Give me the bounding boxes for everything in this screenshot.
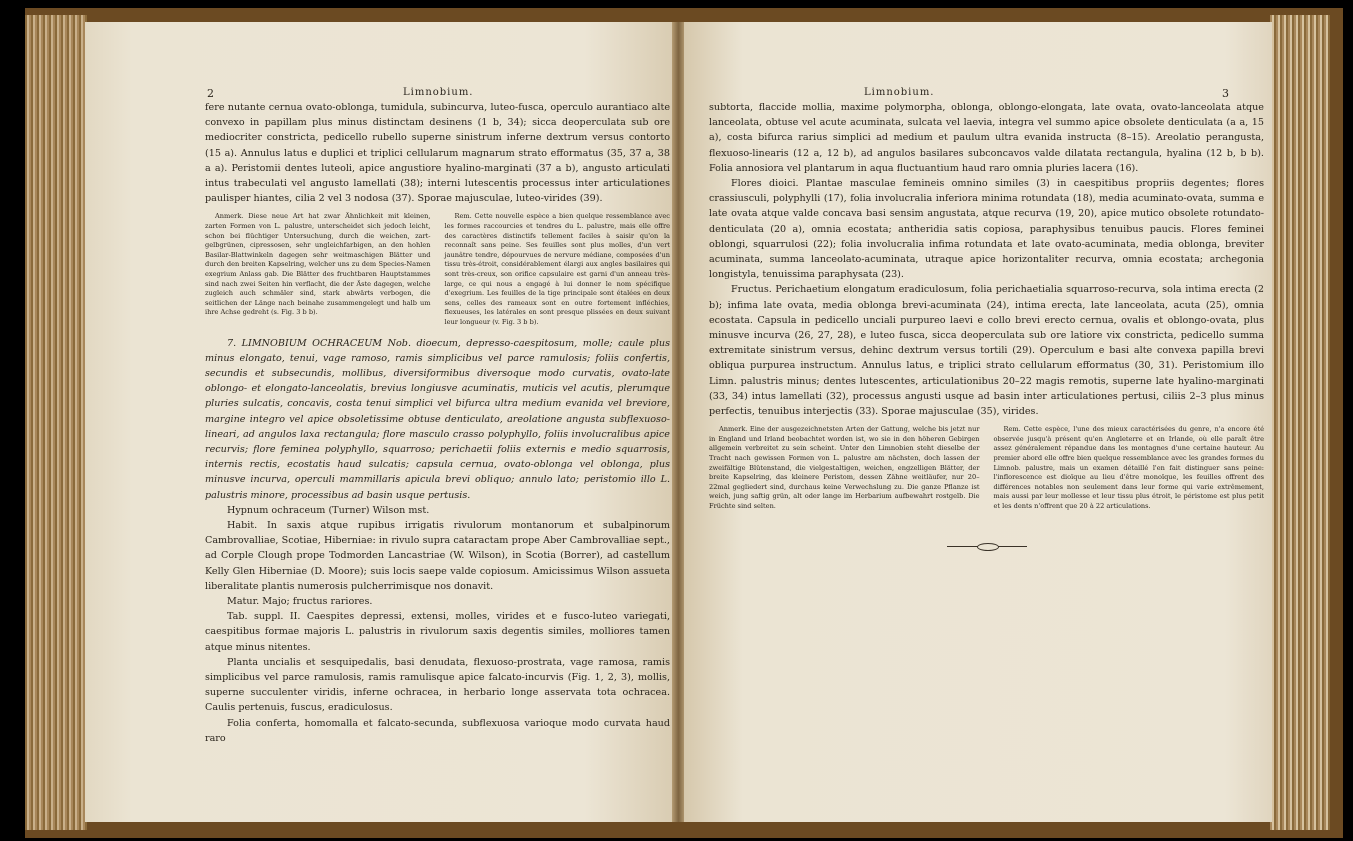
- running-head: Limnobium.: [864, 87, 935, 98]
- left-page: [85, 22, 673, 822]
- notes-columns: [709, 425, 1264, 511]
- right-content: [709, 100, 1264, 552]
- left-body: [205, 100, 670, 206]
- note-german: Anmerk. Eine der ausgezeichnetsten Arten der Gattung, welche bis jetzt nur in England und Irland beobachtet worden ist, wo sie in den höheren Gebirgen allgemein verbreitet zu sein scheint. Unter den Limnobien steht dieselbe der Tracht nach gewissen Formen von L. palustre am nächsten, doch lassen der zweifältige Blütenstand, die vielgestaltigen, weichen, engzelligen Blätter, der breite Kapselring, das kleinere Peristom, dessen Zähne weitläufer, nur 20–22mal gegliedert sind, durchaus keine Verwechslung zu. Die ganze Pflanze ist weich, jung saftig grün, alt oder lange im Herbarium aufbewahrt rostgelb. Die Früchte sind selten.: [709, 425, 980, 511]
- left-content: [205, 100, 670, 746]
- note-french: Rem. Cette espèce, l'une des mieux caractérisées du genre, n'a encore été observée jusqu'à présent qu'en Angleterre et en Irlande, où elle paraît être assez généralement répandue dans les montagnes d'une certaine hauteur. Au premier abord elle offre bien quelque ressemblance avec les grandes formes du Limnob. palustre, mais un examen détaillé l'en fait distinguer sans peine: l'inflorescence est dioïque au lieu d'être monoïque, les feuilles offrent des différences notables non seulement dans leur forme qui varie extrêmement, mais aussi par leur mollesse et leur tissu plus étroit, le péristome est plus petit et les dents n'offrent que 20 à 22 articulations.: [993, 425, 1264, 511]
- running-head: Limnobium.: [403, 87, 474, 98]
- plant-description: Planta uncialis et sesquipedalis, basi denudata, flexuoso-prostrata, vage ramosa, ramis simplicibus vel parce ramulosis, ramis ramulisque apice falcato-incurvis (Fig. 1, 2, 3), mollis, superne succulenter viridis, inferne ochracea, in herbario longe asservata tota ochracea. Caulis pertenuis, fuscus, eradiculosus.: [205, 656, 670, 714]
- fruit-description: Fructus. Perichaetium elongatum eradiculosum, folia perichaetialia squarroso-recurva, sola intima erecta (2 b); infima late ovata, media oblonga brevi-acuminata (24), intima erecta, late lanceolata, acuta (25), omnia ecostata. Capsula in pedicello unciali purpureo laevi e collo brevi erecto cernua, ovalis et oblongo-ovata, plus minusve incurva (26, 27, 28), e luteo fusca, sicca deoperculata sub ore latiore vix constricta, pedicello summa extremitate sinistrum versus, dehinc dextrum versus tortili (29). Operculum e basi alte convexa papilla brevi obliqua purpurea instructum. Annulus latus, e triplici strato cellularum efformatus (30, 31). Peristomium illo Limn. palustris minus; dentes lutescentes, articulationibus 20–22 magis remotis, superne late hyalino-marginati (33, 34) intus lamellati (32), processus angusti usque ad basin inter articulationes pertusi, ciliis 2–3 plus minus perfectis, tenuibus interjectis (33). Sporae majusculae (35), virides.: [709, 284, 1264, 418]
- species-section: [205, 336, 670, 746]
- habitat: Habit. In saxis atque rupibus irrigatis rivulorum montanorum et subalpinorum Cambrovalliae, Scotiae, Hiberniae: in rivulo supra cataractam prope Aber Cambrovalliae sept., ad Corple Clough prope Todmorden Lancastriae (W. Wilson), in Scotia (Borrer), ad castellum Kelly Glen Hiberniae (D. Moore); suis locis saepe valde copiosum. Amicissimus Wilson assueta liberalitate plantis numerosis pulcherrimisque nos donavit.: [205, 519, 670, 592]
- page-edges-left: [25, 15, 87, 830]
- decorative-rule: [947, 542, 1027, 552]
- leaf-description: Folia conferta, homomalla et falcato-secunda, subflexuosa varioque modo curvata haud raro: [205, 717, 670, 744]
- maturity: Matur. Majo; fructus rariores.: [227, 596, 373, 607]
- paragraph: fere nutante cernua ovato-oblonga, tumidula, subincurva, luteo-fusca, operculo aurantiaco alte convexo in papillam plus minus distinctam desinens (1 b, 34); sicca deoperculata sub ore mediocriter constricta, pedicello rubello superne sinistrum inferne dextrum versus contorto (15 a). Annulus latus e duplici et triplici cellularum magnarum strato efformatus (35, 37 a, 38 a a). Peristomii dentes luteoli, apice angustiore hyalino-marginati (37 a b), angusto articulati intus trabeculati vel angusto lamellati (38); interni lutescentis processus inter articulationes paulisper hiantes, cilia 2 vel 3 nodosa (37). Sporae majusculae, luteo-virides (39).: [205, 102, 670, 205]
- species-heading: 7. LIMNOBIUM OCHRACEUM Nob. dioecum, depresso-caespitosum, molle; caule plus minus elongato, tenui, vage ramoso, ramis simplicibus vel parce ramulosis; foliis confertis, secundis et subsecundis, mollibus, diversiformibus diversoque modo curvatis, ovato-late oblongo- et elongato-lanceolatis, brevius longiusve acuminatis, muticis vel acutis, plerumque pluries sulcatis, concavis, costa tenui simplici vel bifurca ultra medium evanida vel breviore, margine integro vel apice obsoletissime obtuse denticulato, areolatione angusta subflexuoso-lineari, ad angulos laxa rectangula; flore masculo crasso polyphyllo, foliis involucralibus apice recurvis; flore feminea polyphyllo, squarroso; perichaetii foliis externis e medio squarrosis, internis rectis, ecostatis haud sulcatis; capsula cernua, ovato-oblonga vel oblonga, plus minusve incurva, operculi mammillaris apicula brevi obliquo; annulo lato; peristomio illo L. palustris minore, processibus ad basin usque pertusis.: [205, 337, 670, 501]
- note-french: Rem. Cette nouvelle espèce a bien quelque ressemblance avec les formes raccourcies et tendres du L. palustre, mais elle offre des caractères distinctifs tellement faciles à saisir qu'on la reconnaît sans peine. Ses feuilles sont plus molles, d'un vert jaunâtre tendre, dépourvues de nervure médiane, composées d'un tissu très-étroit, considérablement élargi aux angles basilaires qui sont très-creux, son orifice capsulaire est garni d'un anneau très-large, ce qui nous a engagé à lui donner le nom spécifique d'exegrium. Les feuilles de la tige principale sont étalées en deux sens, celles des rameaux sont en outre fortement infléchies, flexueuses, les latérales en sont presque plissées en deux suivant leur longueur (v. Fig. 3 b b).: [444, 212, 670, 326]
- right-page: [684, 22, 1272, 822]
- notes-columns: [205, 212, 670, 327]
- synonym: Hypnum ochraceum (Turner) Wilson mst.: [227, 504, 430, 516]
- paragraph: subtorta, flaccide mollia, maxime polymorpha, oblonga, oblongo-elongata, late ovata, ovato-lanceolata atque lanceolata, obtuse vel acute acuminata, sulcata vel laevia, integra vel summo apice obsolete denticulata (a a, 15 a), costa bifurca rarius simplici ad medium et paulum ultra evanida instructa (8–15). Areolatio perangusta, flexuoso-linearis (12 a, 12 b), ad angulos basilares subconcavos valde dilatata rectangula, hyalina (12 b, b b). Folia annosiora vel plantarum in aqua fluctuantium haud raro omnia pluries lacera (16).: [709, 102, 1264, 174]
- flowers-description: Flores dioici. Plantae masculae femineis omnino similes (3) in caespitibus propriis degentes; flores crassiusculi, polyphylli (17), folia involucralia inferiora minima rotundata (18), media acuminato-ovata, summa e late ovata atque valde concava basi sensim angustata, atque recurva (19, 20), apice mutico obsolete rotundato-denticulata (20 a), omnia ecostata; antheridia satis copiosa, paraphysibus tenuibus paucis. Flores feminei oblongi, squarrulosi (22); folia involucralia infima rotundata et late ovato-acuminata, media oblonga, breviter acuminata, summa lanceolato-acuminata, utraque apice horizontaliter recurva, omnia ecostata; archegonia longistyla, tenuissima paraphysata (23).: [709, 178, 1264, 281]
- right-body: [709, 100, 1264, 419]
- note-german: Anmerk. Diese neue Art hat zwar Ähnlichkeit mit kleinen, zarten Formen von L. palustre, unterscheidet sich jedoch leicht, schon bei flüchtiger Untersuchung, durch die weichen, zart-gelbgrünen, cipressosen, sehr ungleichfarbigen, an den hohlen Basilar-Blattwinkeln dagegen sehr weitmaschigen Blätter und durch den breiten Kapselring, welcher uns zu dem Species-Namen exegrium Anlass gab. Die Blätter des fruchtbaren Hauptstammes sind nach zwei Seiten hin verflacht, die der Äste dagegen, welche zugleich auch schmäler sind, stark abwärts verbogen, die seitlichen der Länge nach beinahe zusammengelegt und halb um ihre Achse gedreht (s. Fig. 3 b b).: [205, 212, 431, 317]
- page-number: 2: [207, 87, 214, 100]
- plate-reference: Tab. suppl. II. Caespites depressi, extensi, molles, virides et e fusco-luteo variegati, caespitibus formae majoris L. palustris in rivulorum saxis degentis similes, molliores tamen atque minus nitentes.: [205, 611, 670, 653]
- page-edges-right: [1270, 15, 1330, 830]
- page-number: 3: [1222, 87, 1229, 100]
